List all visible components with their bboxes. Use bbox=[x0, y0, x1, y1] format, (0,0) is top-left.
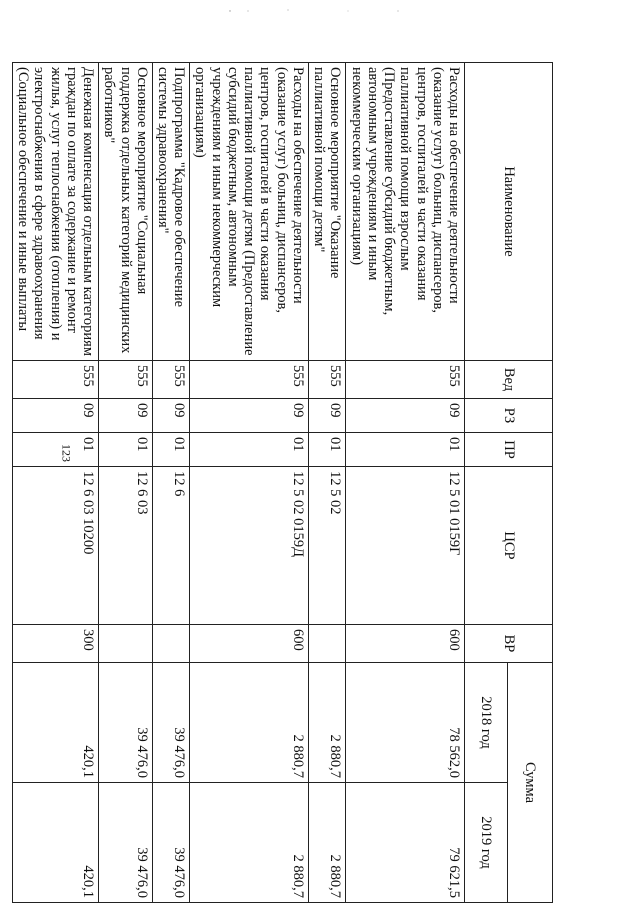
table-row bbox=[190, 63, 309, 903]
cell-csr: 12 6 bbox=[152, 467, 189, 625]
cell-rz: 09 bbox=[346, 399, 465, 433]
cell-y2018: 39 476,0 bbox=[99, 663, 153, 783]
cell-y2018: 2 880,7 bbox=[190, 663, 309, 783]
cell-name: Расходы на обеспечение деятельности (оказание услуг) больниц, диспансеров, центров, госпиталей в части оказания паллиативной помощи детям (Предоставление субсидий бюджетным, автономным учреждениям и иным некоммерческим организациям) bbox=[190, 63, 309, 361]
cell-pr: 01 bbox=[152, 433, 189, 467]
header-vr: ВР bbox=[465, 625, 553, 663]
cell-pr: 01 bbox=[308, 433, 345, 467]
cell-y2019: 420,1 bbox=[12, 783, 98, 903]
cell-ved: 555 bbox=[346, 361, 465, 399]
cell-name: Основное мероприятие "Социальная поддержка отдельных категорий медицинских работников" bbox=[99, 63, 153, 361]
header-name: Наименование bbox=[465, 63, 553, 361]
cell-csr: 12 6 03 10200 bbox=[12, 467, 98, 625]
table-row bbox=[346, 63, 465, 903]
cell-rz: 09 bbox=[99, 399, 153, 433]
cell-y2019: 79 621,5 bbox=[346, 783, 465, 903]
table-row bbox=[12, 63, 98, 903]
cell-csr: 12 6 03 bbox=[99, 467, 153, 625]
cell-ved: 555 bbox=[152, 361, 189, 399]
cell-rz: 09 bbox=[308, 399, 345, 433]
cell-y2018: 39 476,0 bbox=[152, 663, 189, 783]
header-year-2019: 2019 год bbox=[465, 783, 508, 903]
cell-ved: 555 bbox=[12, 361, 98, 399]
cell-rz: 09 bbox=[152, 399, 189, 433]
cell-y2018: 78 562,0 bbox=[346, 663, 465, 783]
table-row bbox=[152, 63, 189, 903]
cell-y2019: 39 476,0 bbox=[99, 783, 153, 903]
cell-rz: 09 bbox=[12, 399, 98, 433]
cell-y2019: 2 880,7 bbox=[190, 783, 309, 903]
cell-y2019: 2 880,7 bbox=[308, 783, 345, 903]
header-ved: Вед bbox=[465, 361, 553, 399]
cell-ved: 555 bbox=[190, 361, 309, 399]
cell-rz: 09 bbox=[190, 399, 309, 433]
header-year-2018: 2018 год bbox=[465, 663, 508, 783]
cell-ved: 555 bbox=[308, 361, 345, 399]
cell-name: Расходы на обеспечение деятельности (оказание услуг) больниц, диспансеров, центров, госпиталей в части оказания паллиативной помощи взрослым (Предоставление субсидий бюджетным, автономным учреждениям и иным некоммерческим организациям) bbox=[346, 63, 465, 361]
cell-pr: 01 bbox=[12, 433, 98, 467]
cell-vr bbox=[308, 625, 345, 663]
header-csr: ЦСР bbox=[465, 467, 553, 625]
cell-pr: 01 bbox=[346, 433, 465, 467]
cell-csr: 12 5 02 0159Д bbox=[190, 467, 309, 625]
cell-y2018: 2 880,7 bbox=[308, 663, 345, 783]
cell-pr: 01 bbox=[190, 433, 309, 467]
cell-name: Основное мероприятие "Оказание паллиативной помощи детям" bbox=[308, 63, 345, 361]
cell-pr: 01 bbox=[99, 433, 153, 467]
budget-table bbox=[12, 62, 553, 903]
table-body bbox=[12, 63, 464, 903]
cell-y2018: 420,1 bbox=[12, 663, 98, 783]
cell-vr: 600 bbox=[190, 625, 309, 663]
cell-name: Подпрограмма "Кадровое обеспечение системы здравоохранения" bbox=[152, 63, 189, 361]
cell-y2019: 39 476,0 bbox=[152, 783, 189, 903]
header-pr: ПР bbox=[465, 433, 553, 467]
cell-vr bbox=[99, 625, 153, 663]
cell-csr: 12 5 02 bbox=[308, 467, 345, 625]
table-row bbox=[99, 63, 153, 903]
scan-speckles bbox=[228, 8, 408, 14]
table-row bbox=[308, 63, 345, 903]
header-sum: Сумма bbox=[508, 663, 553, 903]
page-number: 123 bbox=[59, 444, 74, 462]
cell-csr: 12 5 01 0159Г bbox=[346, 467, 465, 625]
cell-vr: 600 bbox=[346, 625, 465, 663]
header-rz: РЗ bbox=[465, 399, 553, 433]
cell-vr: 300 bbox=[12, 625, 98, 663]
cell-ved: 555 bbox=[99, 361, 153, 399]
cell-name: Денежная компенсация отдельным категориям граждан по оплате за содержание и ремонт жилья, услуг теплоснабжения (отопления) и электроснабжения в сфере здравоохранения (Социальное обеспечение и иные выплаты bbox=[12, 63, 98, 361]
cell-vr bbox=[152, 625, 189, 663]
